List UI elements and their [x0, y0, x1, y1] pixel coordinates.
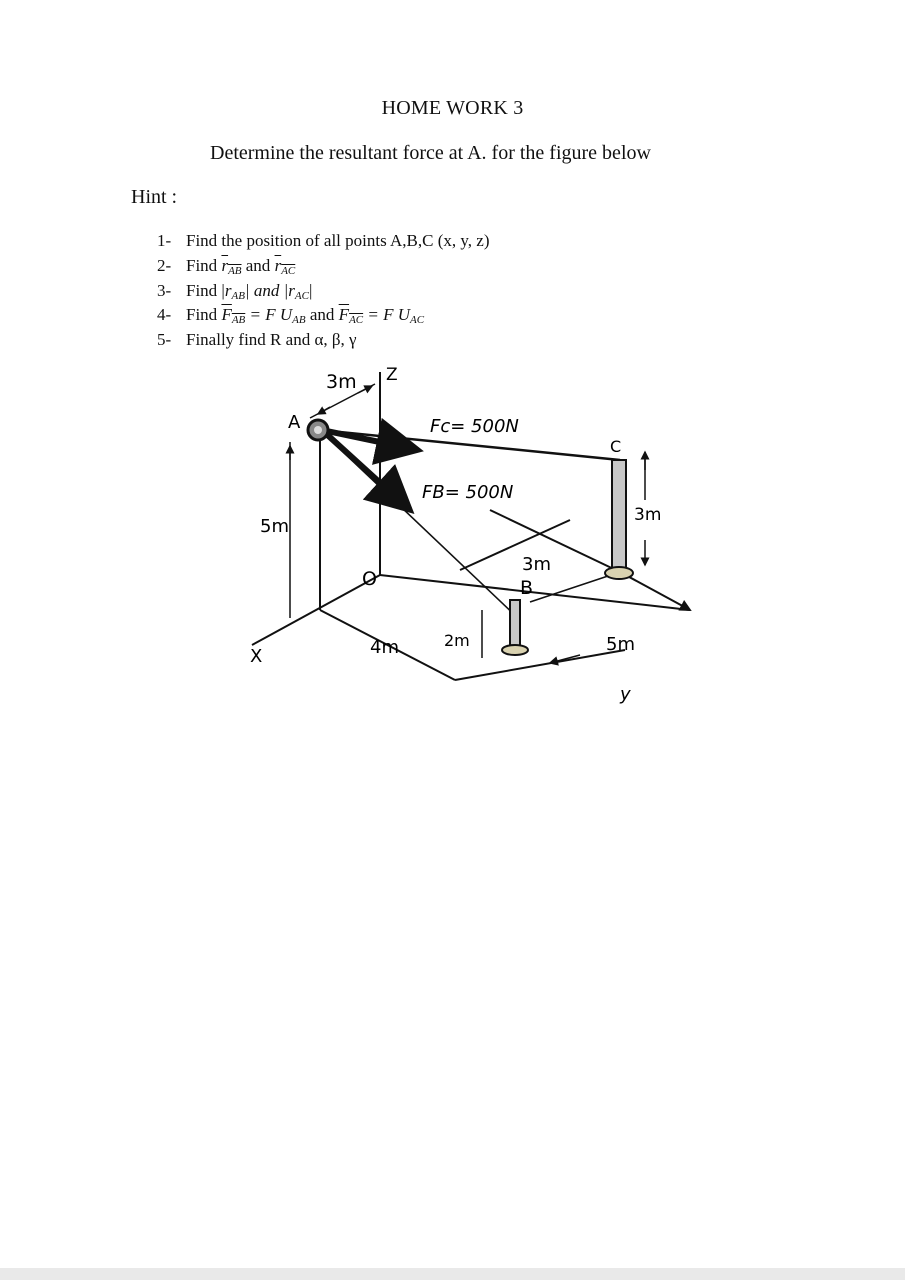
label-5m-right: 5m: [606, 634, 635, 655]
list-item: 4- Find $F_{AB}$ = F $U_{AB}$ and $F_{AC}$ = F $U_{AC}$: [157, 305, 425, 327]
page-title: HOME WORK 3: [381, 97, 524, 119]
list-item: 1- Find the position of all points A,B,C (x, y, z): [157, 231, 490, 250]
post-c: [612, 460, 626, 572]
label-y: y: [620, 684, 631, 705]
label-fb: FB= 500N: [422, 482, 514, 503]
label-4m: 4m: [370, 637, 399, 658]
x-axis: [252, 575, 380, 645]
label-5m-left: 5m: [260, 516, 289, 537]
list-item: 5- Finally find R and α, β, γ: [157, 330, 357, 350]
label-3m-b: 3m: [522, 554, 551, 575]
label-2m: 2m: [444, 631, 470, 650]
force-diagram: [230, 360, 710, 710]
label-3m-c: 3m: [634, 505, 662, 525]
label-b: B: [520, 577, 534, 599]
post-b: [510, 600, 520, 648]
label-z: Z: [386, 365, 398, 385]
list-item: 3- Find | $r_{AB}$ | and | $r_{AC}$ |: [157, 280, 313, 302]
list-item: 2- Find $r_{AB}$ and $r_{AC}$: [157, 255, 296, 277]
label-3m-top: 3m: [326, 371, 357, 393]
problem-statement: Determine the resultant force at A. for the figure below: [210, 142, 651, 164]
label-a: A: [288, 412, 301, 433]
label-x: X: [250, 646, 263, 667]
label-fc: Fc= 500N: [430, 416, 519, 437]
page-bottom-edge: [0, 1268, 905, 1280]
hint-steps: [157, 229, 489, 353]
y-axis-lower: [380, 575, 690, 610]
label-o: O: [362, 568, 377, 590]
hint-label: Hint :: [131, 186, 178, 208]
label-c: C: [610, 437, 622, 456]
